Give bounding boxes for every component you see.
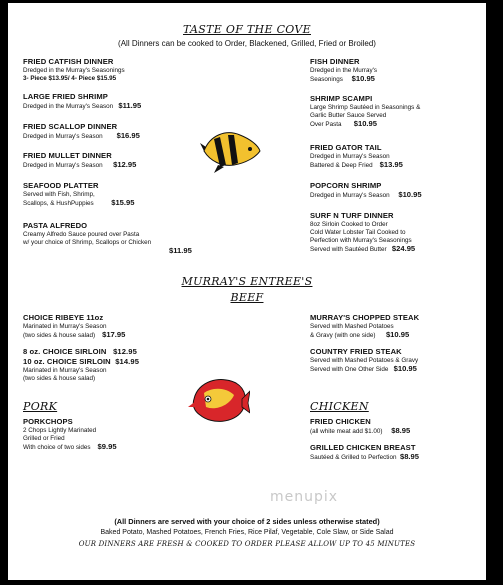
item-desc: Garlic Butter Sauce Served <box>310 112 387 119</box>
menu-item-choice-ribeye <box>23 313 125 340</box>
item-desc: Served with Fish, Shrimp, <box>23 191 95 198</box>
item-desc: Seasonings <box>310 76 343 83</box>
item-name: FRIED SCALLOP DINNER <box>23 122 118 131</box>
menu-item-choice-sirloin <box>23 347 139 383</box>
menu-item-fish-dinner <box>310 57 377 84</box>
item-price: $10.95 <box>385 330 410 339</box>
menu-item-fried-catfish <box>23 57 125 83</box>
item-price: $8.95 <box>391 426 411 435</box>
item-desc: Dredged in the Murray's Seasonings <box>23 67 125 74</box>
footer-sides-list: Baked Potato, Mashed Potatoes, French Fries, Rice Pilaf, Vegetable, Cole Slaw, or Side Salad <box>100 529 394 536</box>
item-desc: Dredged in the Murray's Season <box>23 103 114 110</box>
item-desc: Cold Water Lobster Tail Cooked to <box>310 229 406 236</box>
item-price: $17.95 <box>102 330 126 339</box>
item-name: GRILLED CHICKEN BREAST <box>310 443 416 452</box>
item-price: $10.95 <box>353 119 377 128</box>
item-name: 10 oz. CHOICE SIRLOIN <box>23 357 111 366</box>
item-name: SEAFOOD PLATTER <box>23 181 99 190</box>
menu-item-fried-chicken <box>310 417 410 436</box>
item-name: FISH DINNER <box>310 57 360 66</box>
item-desc: w/ your choice of Shrimp, Scallops or Chicken <box>23 239 152 246</box>
item-desc: Marinated in Murray's Season <box>23 323 107 330</box>
item-desc: Dredged in Murray's Season <box>23 162 103 169</box>
section-title-murrays-entrees: MURRAY'S ENTREE'S <box>181 275 313 288</box>
menu-item-surf-n-turf <box>310 211 415 254</box>
menu-item-popcorn-shrimp <box>310 181 422 200</box>
item-desc: Served with Mashed Potatoes <box>310 323 394 330</box>
item-desc: 8oz Sirloin Cooked to Order <box>310 221 388 228</box>
header-subtitle: (All Dinners can be cooked to Order, Blackened, Grilled, Fried or Broiled) <box>118 39 376 48</box>
item-desc: & Gravy (with one side) <box>310 332 376 339</box>
item-desc: Dredged in Murray's Season <box>310 192 390 199</box>
item-name: MURRAY'S CHOPPED STEAK <box>310 313 420 322</box>
item-price: $9.95 <box>97 442 117 451</box>
item-price: $14.95 <box>115 357 140 366</box>
item-price: $10.95 <box>351 74 375 83</box>
item-desc: Dredged in the Murray's <box>310 67 377 74</box>
section-title-chicken: CHICKEN <box>310 400 369 413</box>
item-name: SURF N TURF DINNER <box>310 211 394 220</box>
item-desc: Grilled or Fried <box>23 435 65 442</box>
item-price: 3- Piece $13.95/ 4- Piece $15.95 <box>23 75 117 82</box>
item-name: CHOICE RIBEYE 11oz <box>23 313 104 322</box>
item-price: $10.95 <box>393 364 417 373</box>
section-title-taste-of-the-cove: TASTE OF THE COVE <box>183 23 311 36</box>
item-name: PASTA ALFREDO <box>23 221 88 230</box>
footer-sides-note: (All Dinners are served with your choice of 2 sides unless otherwise stated) <box>114 517 380 526</box>
item-name: POPCORN SHRIMP <box>310 181 382 190</box>
menu-item-shrimp-scampi <box>310 94 420 129</box>
item-desc: Dredged in Murray's Season <box>23 133 103 140</box>
item-price: $24.95 <box>391 244 416 253</box>
menu-item-fried-gator-tail <box>310 143 403 170</box>
item-price: $15.95 <box>111 198 135 207</box>
footer-fresh-note: OUR DINNERS ARE FRESH & COOKED TO ORDER PLEASE ALLOW UP TO 45 MINUTES <box>78 540 416 548</box>
section-title-beef: BEEF <box>230 291 264 304</box>
item-desc: 2 Chops Lightly Marinated <box>23 427 97 434</box>
item-name: FRIED CHICKEN <box>310 417 371 426</box>
tropical-fish-icon <box>186 373 250 427</box>
item-desc: Sautéed & Grilled to Perfection <box>310 454 397 461</box>
menupix-watermark: menupix <box>270 489 339 505</box>
item-desc: Served with One Other Side <box>310 366 389 373</box>
item-desc: (two sides & house salad) <box>23 375 96 382</box>
menu-item-fried-scallop <box>23 122 140 141</box>
item-price: $8.95 <box>399 452 419 461</box>
item-price: $10.95 <box>398 190 422 199</box>
menu-item-pasta-alfredo <box>23 221 192 256</box>
item-name: 8 oz. CHOICE SIRLOIN <box>23 347 107 356</box>
item-name: FRIED MULLET DINNER <box>23 151 112 160</box>
item-desc: Over Pasta <box>310 121 342 128</box>
item-desc: Served with Sautéed Butter <box>310 246 387 253</box>
item-desc: Large Shrimp Sautéed in Seasonings & <box>310 104 421 111</box>
item-price: $16.95 <box>116 131 140 140</box>
item-desc: Served with Mashed Potatoes & Gravy <box>310 357 419 364</box>
menu-item-porkchops <box>23 417 117 452</box>
item-desc: With choice of two sides <box>23 444 91 451</box>
section-title-pork: PORK <box>23 400 58 413</box>
item-name: COUNTRY FRIED STEAK <box>310 347 402 356</box>
item-desc: Marinated in Murray's Season <box>23 367 107 374</box>
item-desc: Creamy Alfredo Sauce poured over Pasta <box>23 231 140 238</box>
item-name: SHRIMP SCAMPI <box>310 94 373 103</box>
menu-item-fried-mullet <box>23 151 136 170</box>
item-price: $11.95 <box>118 101 142 110</box>
menu-item-murrays-chopped-steak <box>310 313 419 340</box>
menu-item-large-fried-shrimp <box>23 92 173 111</box>
item-desc: Perfection with Murray's Seasonings <box>310 237 412 244</box>
menu-page <box>8 3 486 580</box>
item-name: PORKCHOPS <box>23 417 73 426</box>
item-price: $12.95 <box>113 160 137 169</box>
menu-item-grilled-chicken-breast <box>310 443 419 462</box>
item-desc: (two sides & house salad) <box>23 332 96 339</box>
item-desc: (all white meat add $1.00) <box>310 428 383 435</box>
item-desc: Scallops, & HushPuppies <box>23 200 94 207</box>
item-desc: Dredged in Murray's Season <box>310 153 390 160</box>
item-price: $13.95 <box>379 160 403 169</box>
item-desc: Battered & Deep Fried <box>310 162 373 169</box>
menu-item-seafood-platter <box>23 181 134 208</box>
item-name: FRIED CATFISH DINNER <box>23 57 114 66</box>
item-price: $12.95 <box>113 347 137 356</box>
item-name: FRIED GATOR TAIL <box>310 143 382 152</box>
angelfish-icon <box>200 127 262 173</box>
menu-item-country-fried-steak <box>310 347 418 374</box>
item-name: LARGE FRIED SHRIMP <box>23 92 108 101</box>
item-price: $11.95 <box>169 246 192 255</box>
